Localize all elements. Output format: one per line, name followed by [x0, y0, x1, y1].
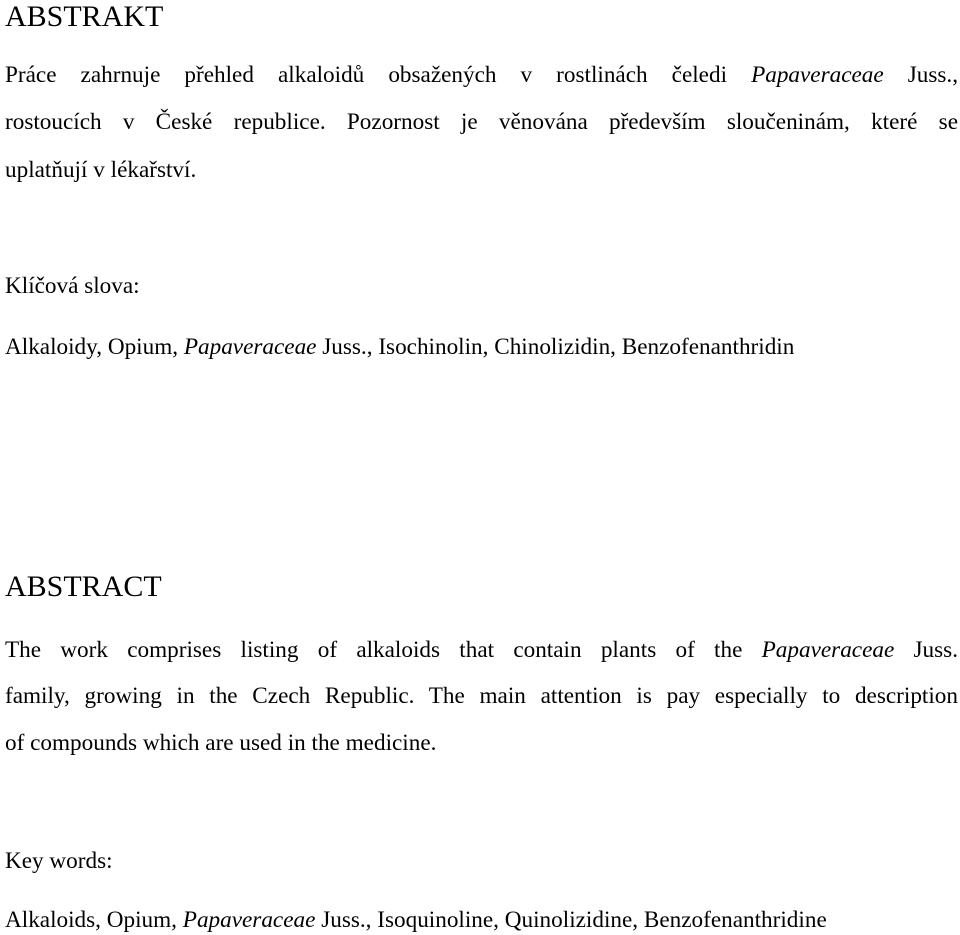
text-run: The work comprises listing of alkaloids that contain plants of the [5, 637, 762, 663]
italic-taxon: Papaveraceae [182, 907, 316, 933]
abstract-en-heading: ABSTRACT [5, 570, 162, 603]
text-run: Práce zahrnuje přehled alkaloidů obsažených v rostlinách čeledi [5, 62, 752, 88]
italic-taxon: Papaveraceae [761, 637, 895, 663]
text-run: Juss., [883, 62, 958, 88]
text-run: Alkaloidy, Opium, [5, 334, 184, 360]
text-run: of compounds which are used in the medicine. [5, 730, 437, 756]
text-run: Alkaloids, Opium, [5, 907, 183, 933]
italic-taxon: Papaveraceae [183, 334, 317, 360]
text-run: uplatňují v lékařství. [5, 157, 197, 183]
abstract-cz-heading: ABSTRAKT [5, 0, 164, 33]
text-run: family, growing in the Czech Republic. The main attention is pay especially to description [5, 683, 958, 709]
abstract-cz-line-3 [5, 157, 958, 183]
keywords-cz-list [5, 334, 958, 360]
text-run: Juss., Isochinolin, Chinolizidin, Benzofenanthridin [316, 334, 795, 360]
text-run: Juss., Isoquinoline, Quinolizidine, Benzofenanthridine [315, 907, 827, 933]
keywords-cz-label: Klíčová slova: [5, 273, 140, 299]
abstract-cz-line-1 [5, 62, 958, 88]
keywords-en-list [5, 907, 958, 933]
text-run: rostoucích v České republice. Pozornost je věnována především sloučeninám, které se [5, 109, 958, 135]
abstract-en-line-1 [5, 637, 958, 663]
italic-taxon: Papaveraceae [751, 62, 884, 88]
keywords-en-label: Key words: [5, 848, 113, 874]
abstract-en-line-3 [5, 730, 958, 756]
abstract-cz-line-2 [5, 109, 958, 135]
abstract-en-line-2 [5, 683, 958, 709]
text-run: Juss. [894, 637, 958, 663]
